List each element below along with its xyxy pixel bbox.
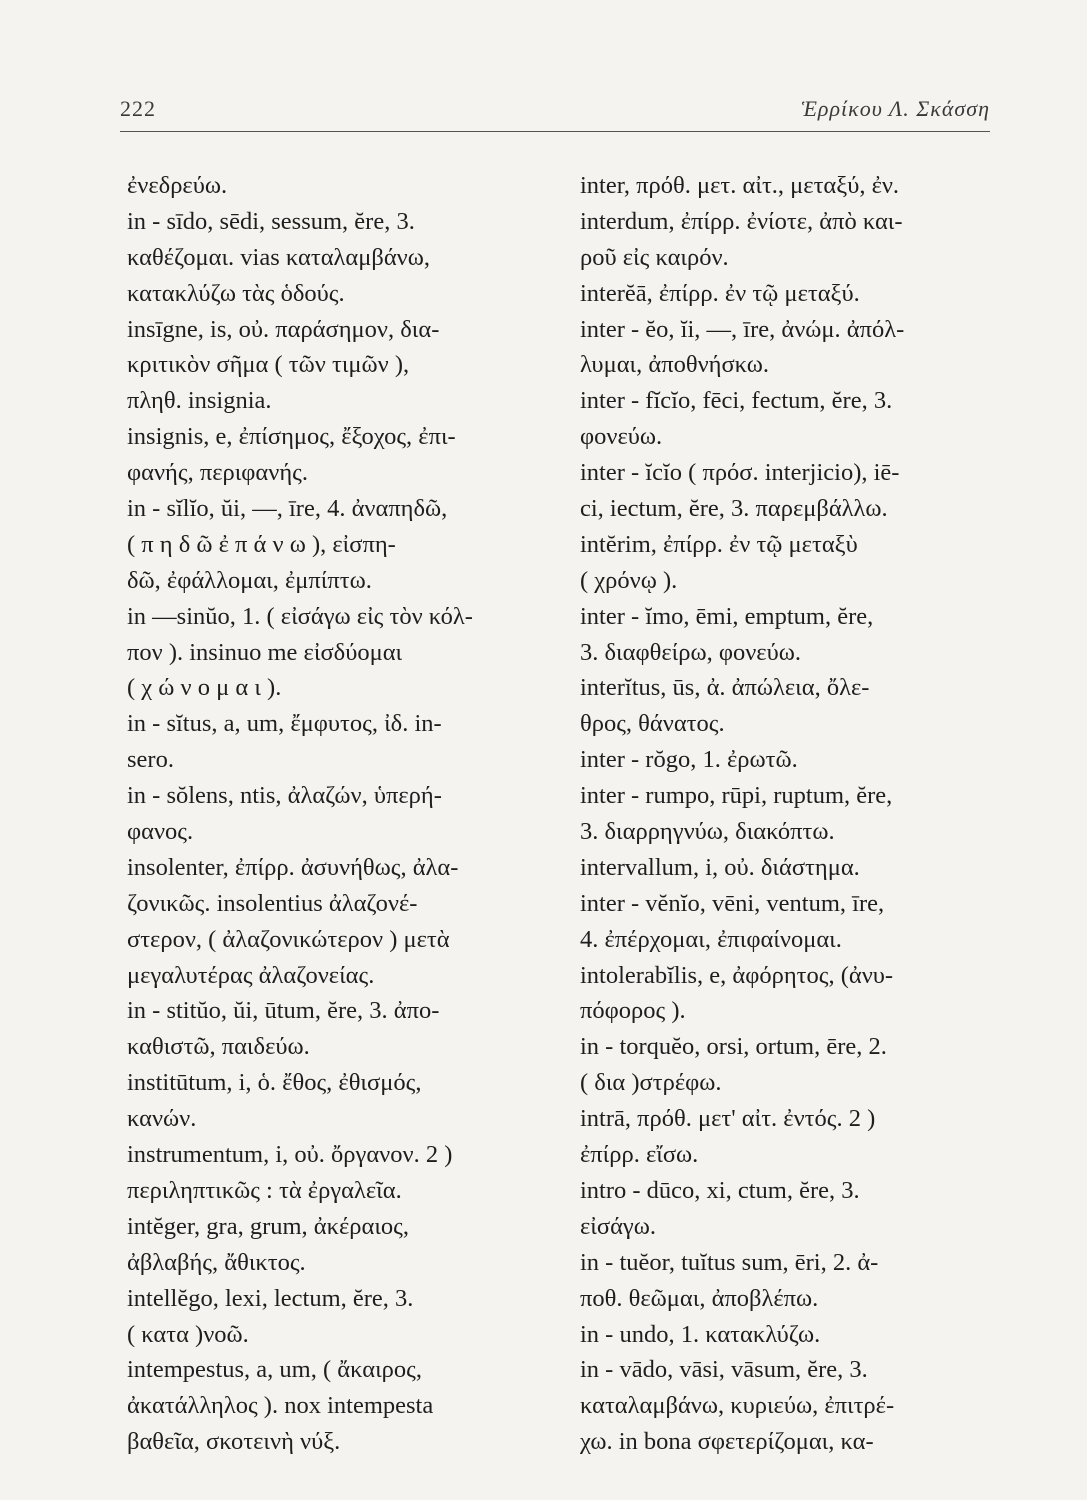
dictionary-line: ζονικῶς. insolentius ἀλαζονέ- — [127, 889, 418, 917]
dictionary-line: intĕrim, ἐπίρρ. ἐν τῷ μεταξὺ — [580, 530, 858, 558]
dictionary-line: inter - rŏgo, 1. ἐρωτῶ. — [580, 746, 798, 774]
dictionary-line: interdum, ἐπίρρ. ἐνίοτε, ἀπὸ και- — [580, 207, 903, 235]
right-column — [580, 168, 1010, 1460]
dictionary-line: ἀβλαβής, ἄθικτος. — [127, 1248, 306, 1276]
dictionary-line: φονεύω. — [580, 423, 663, 451]
dictionary-line: μεγαλυτέρας ἀλαζονείας. — [127, 961, 375, 989]
dictionary-line: in - sīdo, sēdi, sessum, ĕre, 3. — [127, 207, 415, 235]
dictionary-line: καθιστῶ, παιδεύω. — [127, 1033, 310, 1061]
dictionary-line: καθέζομαι. vias καταλαμβάνω, — [127, 243, 431, 271]
dictionary-line: intervallum, i, οὐ. διάστημα. — [580, 853, 860, 881]
dictionary-line: περιληπτικῶς : τὰ ἐργαλεῖα. — [127, 1176, 402, 1204]
dictionary-line: in - torquĕo, orsi, ortum, ēre, 2. — [580, 1033, 887, 1061]
dictionary-line: intĕger, gra, grum, ἀκέραιος, — [127, 1212, 409, 1240]
left-column — [127, 168, 557, 1460]
dictionary-line: ( χρόνῳ ). — [580, 566, 678, 594]
dictionary-line: insignis, e, ἐπίσημος, ἔξοχος, ἐπι- — [127, 423, 456, 451]
dictionary-line: intolerabĭlis, e, ἀφόρητος, (ἀνυ- — [580, 961, 894, 989]
dictionary-line: 3. διαφθείρω, φονεύω. — [580, 638, 801, 666]
dictionary-line: φανής, περιφανής. — [127, 459, 308, 487]
dictionary-line: κατακλύζω τὰς ὁδούς. — [127, 279, 345, 307]
dictionary-line: 4. ἐπέρχομαι, ἐπιφαίνομαι. — [580, 925, 842, 953]
dictionary-line: 3. διαρρηγνύω, διακόπτω. — [580, 818, 835, 846]
dictionary-line: in —sinŭo, 1. ( εἰσάγω εἰς τὸν κόλ- — [127, 602, 473, 630]
dictionary-line: in - vādo, vāsi, vāsum, ĕre, 3. — [580, 1356, 868, 1384]
dictionary-line: intro - dūco, xi, ctum, ĕre, 3. — [580, 1176, 860, 1204]
dictionary-line: in - tuĕor, tuĭtus sum, ēri, 2. ἀ- — [580, 1248, 879, 1276]
dictionary-line: inter - ĭcĭo ( πρόσ. interjicio), iē- — [580, 459, 900, 487]
dictionary-line: inter - fĭcĭo, fēci, fectum, ĕre, 3. — [580, 387, 893, 415]
dictionary-line: in - stitŭo, ŭi, ūtum, ĕre, 3. ἀπο- — [127, 997, 440, 1025]
dictionary-line: ( χ ώ ν ο μ α ι ). — [127, 674, 282, 702]
dictionary-line: instrumentum, i, οὐ. ὄργανον. 2 ) — [127, 1141, 453, 1169]
dictionary-line: intrā, πρόθ. μετ' αἰτ. ἐντός. 2 ) — [580, 1105, 876, 1133]
dictionary-line: ἐνεδρεύω. — [127, 172, 228, 199]
dictionary-line: insolenter, ἐπίρρ. ἀσυνήθως, ἀλα- — [127, 853, 459, 881]
dictionary-line: ( π η δ ῶ ἐ π ά ν ω ), εἰσπη- — [127, 530, 396, 558]
dictionary-line: in - undo, 1. κατακλύζω. — [580, 1320, 821, 1348]
header-rule — [120, 131, 990, 132]
page-header — [120, 96, 990, 136]
dictionary-line: εἰσάγω. — [580, 1212, 657, 1240]
dictionary-line: ποθ. θεῶμαι, ἀποβλέπω. — [580, 1284, 819, 1312]
dictionary-line: intempestus, a, um, ( ἄκαιρος, — [127, 1356, 422, 1384]
dictionary-line: institūtum, i, ὁ. ἔθος, ἐθισμός, — [127, 1069, 422, 1097]
running-head: Ἑρρίκου Λ. Σκάσση — [801, 96, 990, 121]
dictionary-line: interĕā, ἐπίρρ. ἐν τῷ μεταξύ. — [580, 279, 860, 307]
dictionary-line: in - sĭlĭo, ŭi, —, īre, 4. ἀναπηδῶ, — [127, 495, 448, 523]
dictionary-line: in - sŏlens, ntis, ἀλαζών, ὑπερή- — [127, 782, 442, 810]
dictionary-line: ( δια )στρέφω. — [580, 1069, 722, 1097]
dictionary-line: δῶ, ἐφάλλομαι, ἐμπίπτω. — [127, 566, 372, 594]
dictionary-line: καταλαμβάνω, κυριεύω, ἐπιτρέ- — [580, 1392, 895, 1420]
dictionary-line: χω. in bona σφετερίζομαι, κα- — [580, 1428, 874, 1456]
dictionary-line: πληθ. insignia. — [127, 387, 272, 415]
dictionary-line: insīgne, is, οὐ. παράσημον, δια- — [127, 315, 440, 343]
dictionary-line: θρος, θάνατος. — [580, 710, 725, 738]
page-number: 222 — [120, 96, 156, 121]
dictionary-line: inter - ĭmo, ēmi, emptum, ĕre, — [580, 602, 874, 630]
dictionary-line: στερον, ( ἀλαζονικώτερον ) μετὰ — [127, 925, 450, 953]
dictionary-line: ροῦ εἰς καιρόν. — [580, 243, 729, 271]
dictionary-line: βαθεῖα, σκοτεινὴ νύξ. — [127, 1428, 341, 1456]
dictionary-line: κανών. — [127, 1105, 197, 1133]
dictionary-line: ci, iectum, ĕre, 3. παρεμβάλλω. — [580, 495, 888, 523]
dictionary-line: ἀκατάλληλος ). nox intempesta — [127, 1392, 434, 1420]
dictionary-line: πόφορος ). — [580, 997, 686, 1025]
dictionary-line: λυμαι, ἀποθνήσκω. — [580, 351, 770, 379]
dictionary-line: πον ). insinuo me εἰσδύομαι — [127, 638, 403, 666]
dictionary-line: in - sĭtus, a, um, ἔμφυτος, ἰδ. in- — [127, 710, 442, 738]
dictionary-line: ( κατα )νοῶ. — [127, 1320, 249, 1348]
dictionary-line: φανος. — [127, 818, 194, 846]
dictionary-line: interĭtus, ūs, ἀ. ἀπώλεια, ὄλε- — [580, 674, 870, 702]
dictionary-line: κριτικὸν σῆμα ( τῶν τιμῶν ), — [127, 351, 410, 379]
dictionary-line: inter - rumpo, rūpi, ruptum, ĕre, — [580, 782, 893, 810]
dictionary-line: ἐπίρρ. εἴσω. — [580, 1141, 699, 1169]
dictionary-line: inter, πρόθ. μετ. αἰτ., μεταξύ, ἐν. — [580, 172, 900, 199]
dictionary-line: sero. — [127, 746, 174, 774]
dictionary-line: intellĕgo, lexi, lectum, ĕre, 3. — [127, 1284, 414, 1312]
dictionary-line: inter - ĕo, ĭi, —, īre, ἀνώμ. ἀπόλ- — [580, 315, 905, 343]
dictionary-line: inter - vĕnĭo, vēni, ventum, īre, — [580, 889, 885, 917]
